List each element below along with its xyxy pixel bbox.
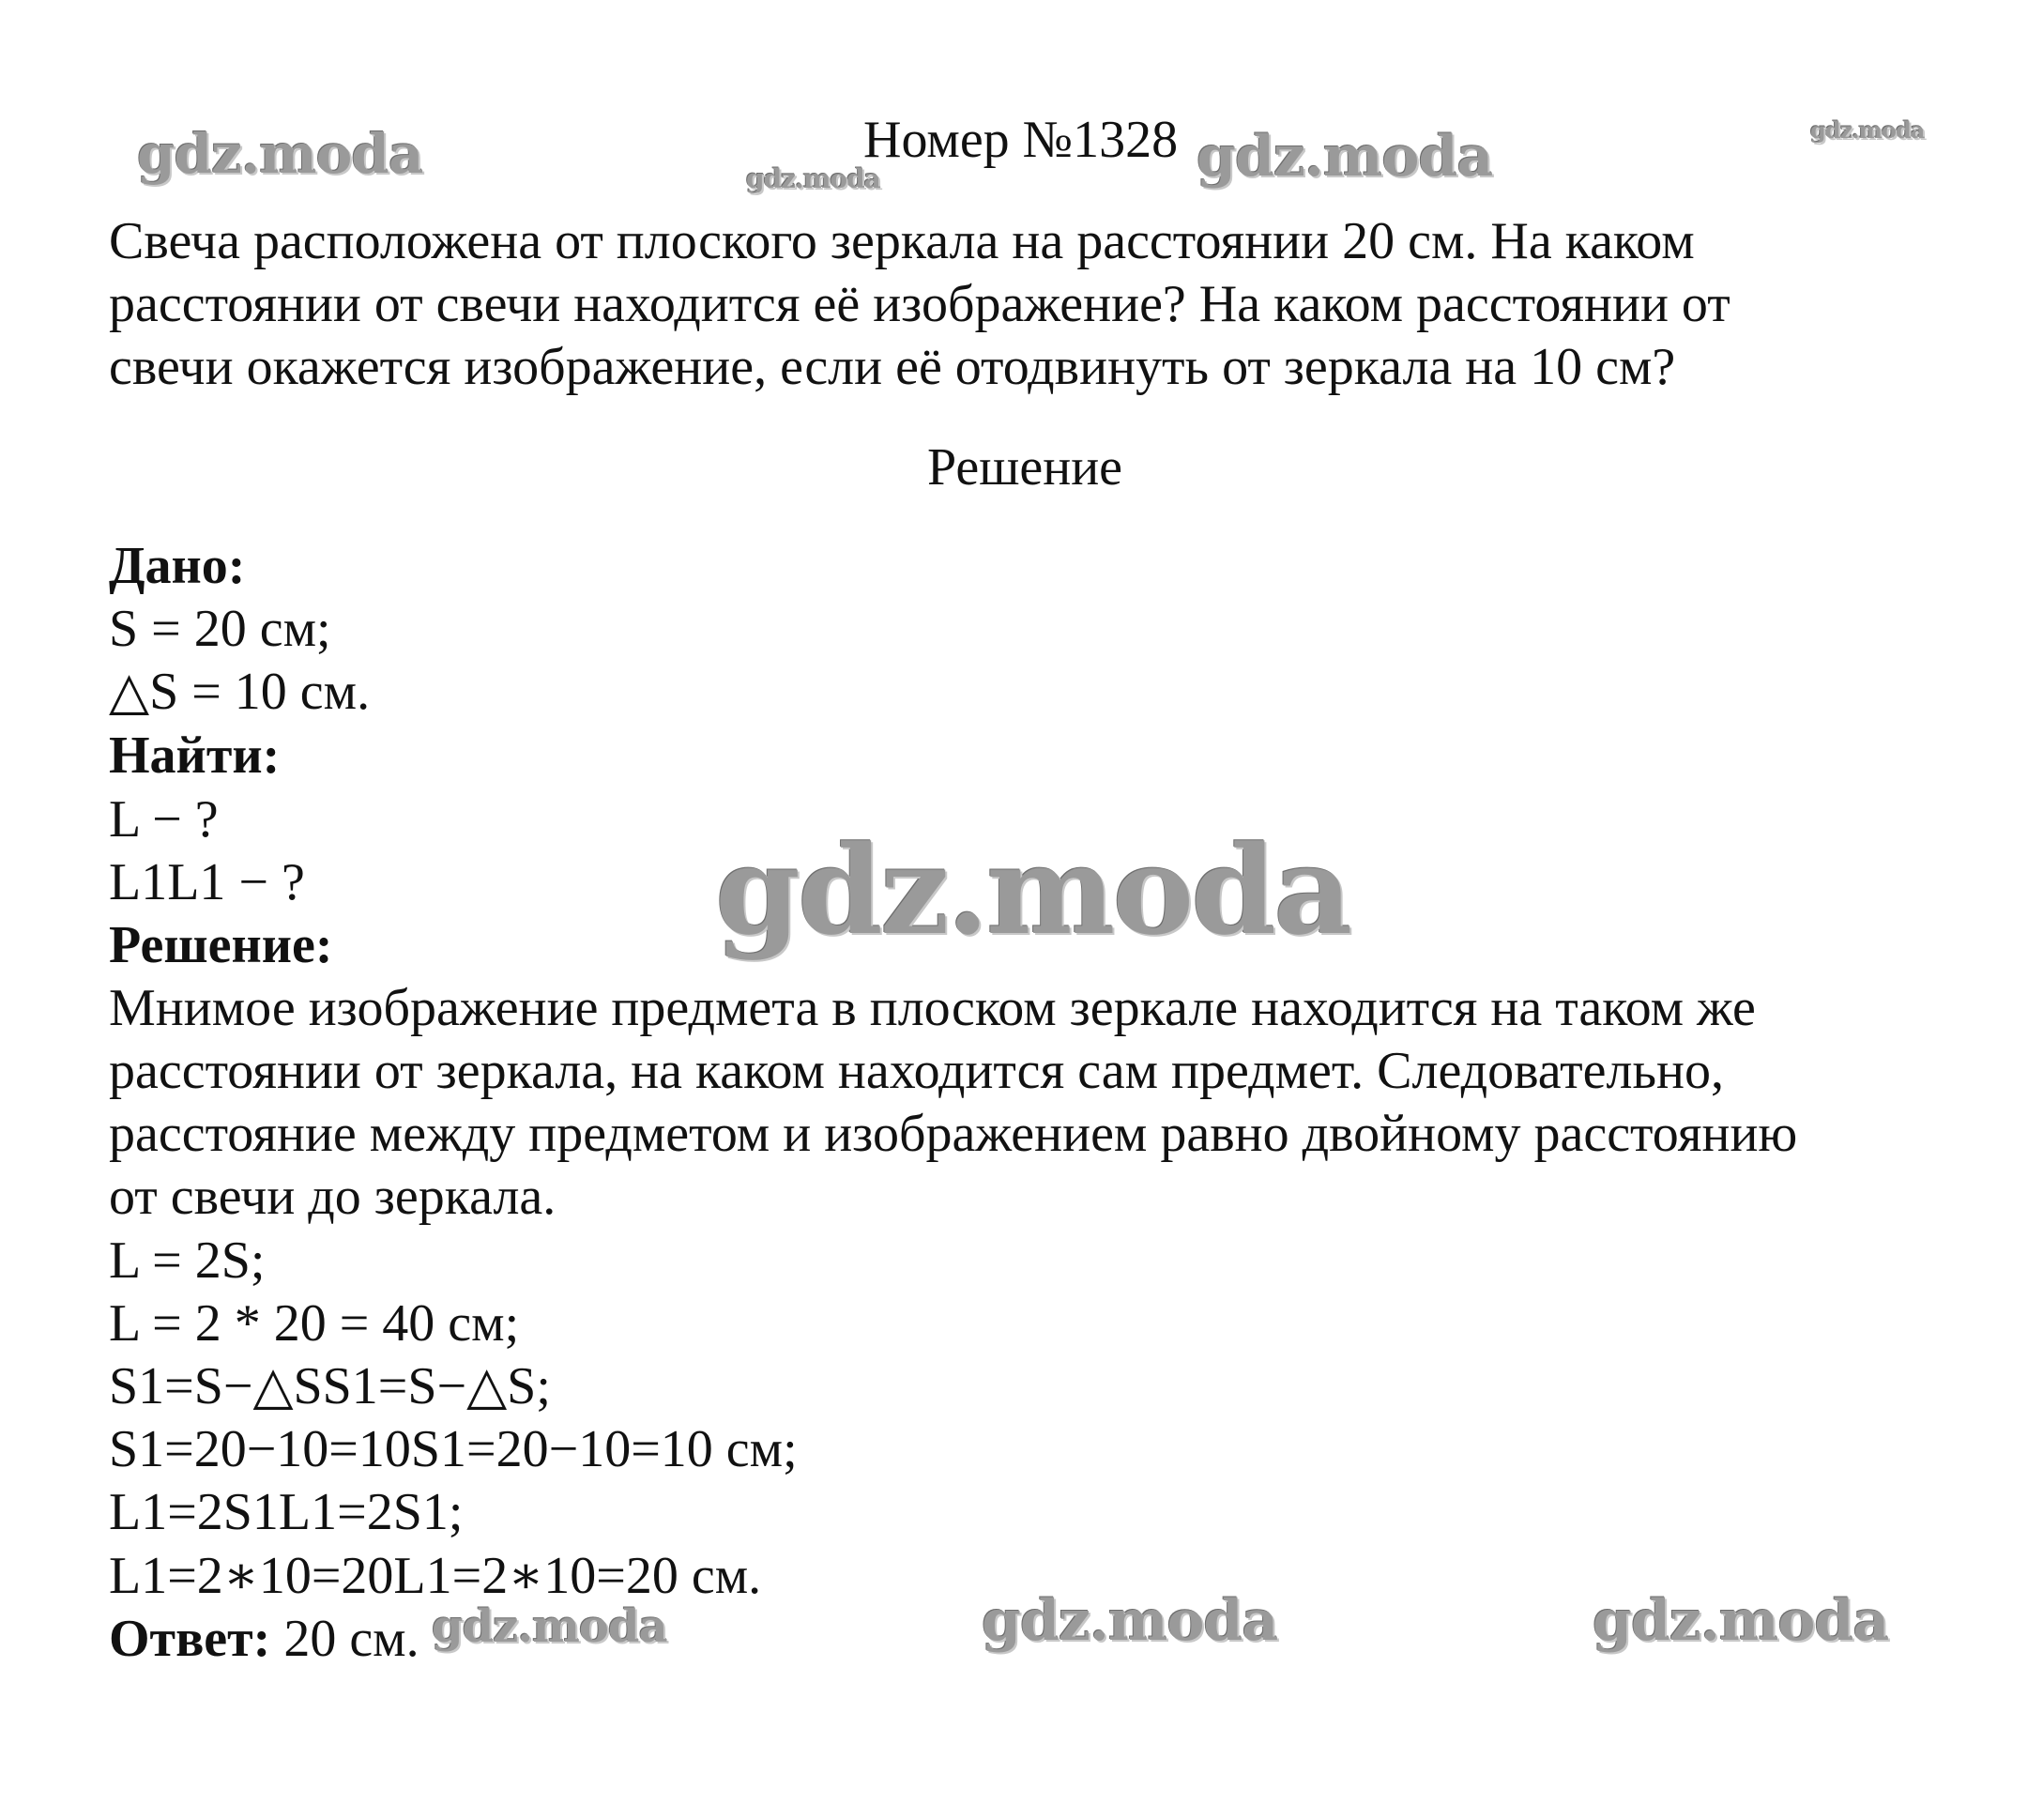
given-item: S = 20 см;	[109, 600, 331, 658]
watermark: gdz.moda	[715, 818, 1350, 962]
solution-heading: Решение	[927, 438, 1123, 497]
watermark: gdz.moda	[1197, 124, 1493, 190]
watermark: gdz.moda	[982, 1588, 1278, 1654]
formula-line: S1=S−△SS1=S−△S;	[109, 1357, 551, 1415]
watermark: gdz.moda	[1810, 116, 1925, 144]
explanation-line-3: расстояние между предметом и изображением равно двойному расстоянию	[109, 1105, 1798, 1163]
page-title: Номер №1328	[863, 111, 1179, 169]
explanation-line-4: от свечи до зеркала.	[109, 1168, 556, 1226]
formula-line: S1=20−10=10S1=20−10=10 см;	[109, 1420, 798, 1478]
find-item: L1L1 − ?	[109, 853, 305, 911]
explanation-line-2: расстоянии от зеркала, на каком находится сам предмет. Следовательно,	[109, 1042, 1724, 1100]
find-item: L − ?	[109, 790, 219, 849]
formula-line: L1=2∗10=20L1=2∗10=20 см.	[109, 1547, 762, 1605]
answer-label: Ответ:	[109, 1610, 271, 1668]
formula-line: L = 2 * 20 = 40 см;	[109, 1294, 520, 1353]
answer-line	[109, 1608, 419, 1670]
watermark: gdz.moda	[432, 1600, 667, 1653]
watermark: gdz.moda	[1593, 1588, 1889, 1654]
problem-line-2: расстоянии от свечи находится её изображение? На каком расстоянии от	[109, 275, 1730, 333]
formula-line: L1=2S1L1=2S1;	[109, 1483, 464, 1541]
formula-line: L = 2S;	[109, 1231, 266, 1290]
solution-label: Решение:	[109, 916, 333, 974]
watermark: gdz.moda	[746, 163, 880, 194]
answer-value: 20 см.	[270, 1610, 419, 1668]
problem-line-1: Свеча расположена от плоского зеркала на расстоянии 20 см. На каком	[109, 212, 1695, 270]
watermark: gdz.moda	[137, 122, 423, 186]
given-label: Дано:	[109, 537, 246, 595]
explanation-line-1: Мнимое изображение предмета в плоском зеркале находится на таком же	[109, 979, 1756, 1037]
problem-line-3: свечи окажется изображение, если её отодвинуть от зеркала на 10 см?	[109, 338, 1676, 396]
find-label: Найти:	[109, 726, 281, 785]
given-item: △S = 10 см.	[109, 663, 371, 721]
